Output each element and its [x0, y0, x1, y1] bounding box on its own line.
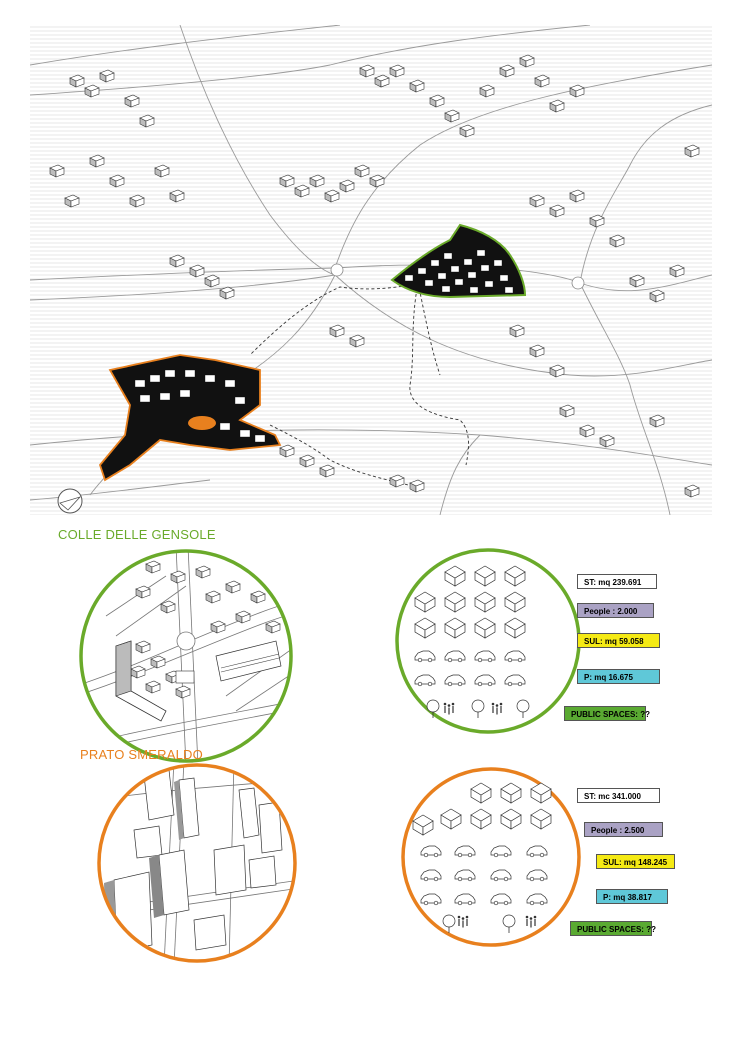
- stat-people-colle: People : 2.000: [577, 603, 654, 618]
- abstract-diagram-prato: [399, 765, 583, 949]
- stat-people-prato: People : 2.500: [584, 822, 663, 837]
- zoom-plan-prato: [94, 760, 300, 966]
- stat-parking-colle: P: mq 16.675: [577, 669, 660, 684]
- stat-st-prato: ST: mc 341.000: [577, 788, 660, 803]
- section-title-prato: PRATO SMERALDO: [80, 747, 203, 762]
- people-icon: [492, 703, 503, 715]
- stat-parking-prato: P: mq 38.817: [596, 889, 668, 904]
- stat-sul-prato: SUL: mq 148.245: [596, 854, 675, 869]
- stat-public-colle: PUBLIC SPACES: ??: [564, 706, 646, 721]
- abstract-diagram-colle: [393, 546, 583, 736]
- people-icon: [458, 916, 469, 928]
- people-icon: [526, 916, 537, 928]
- north-arrow-icon: [58, 489, 82, 513]
- zoom-plan-colle: [76, 546, 296, 766]
- section-title-colle: COLLE DELLE GENSOLE: [58, 527, 216, 542]
- stat-st-colle: ST: mq 239.691: [577, 574, 657, 589]
- stat-sul-colle: SUL: mq 59.058: [577, 633, 660, 648]
- site-map: [30, 25, 712, 515]
- stat-public-prato: PUBLIC SPACES: ??: [570, 921, 652, 936]
- people-icon: [444, 703, 455, 715]
